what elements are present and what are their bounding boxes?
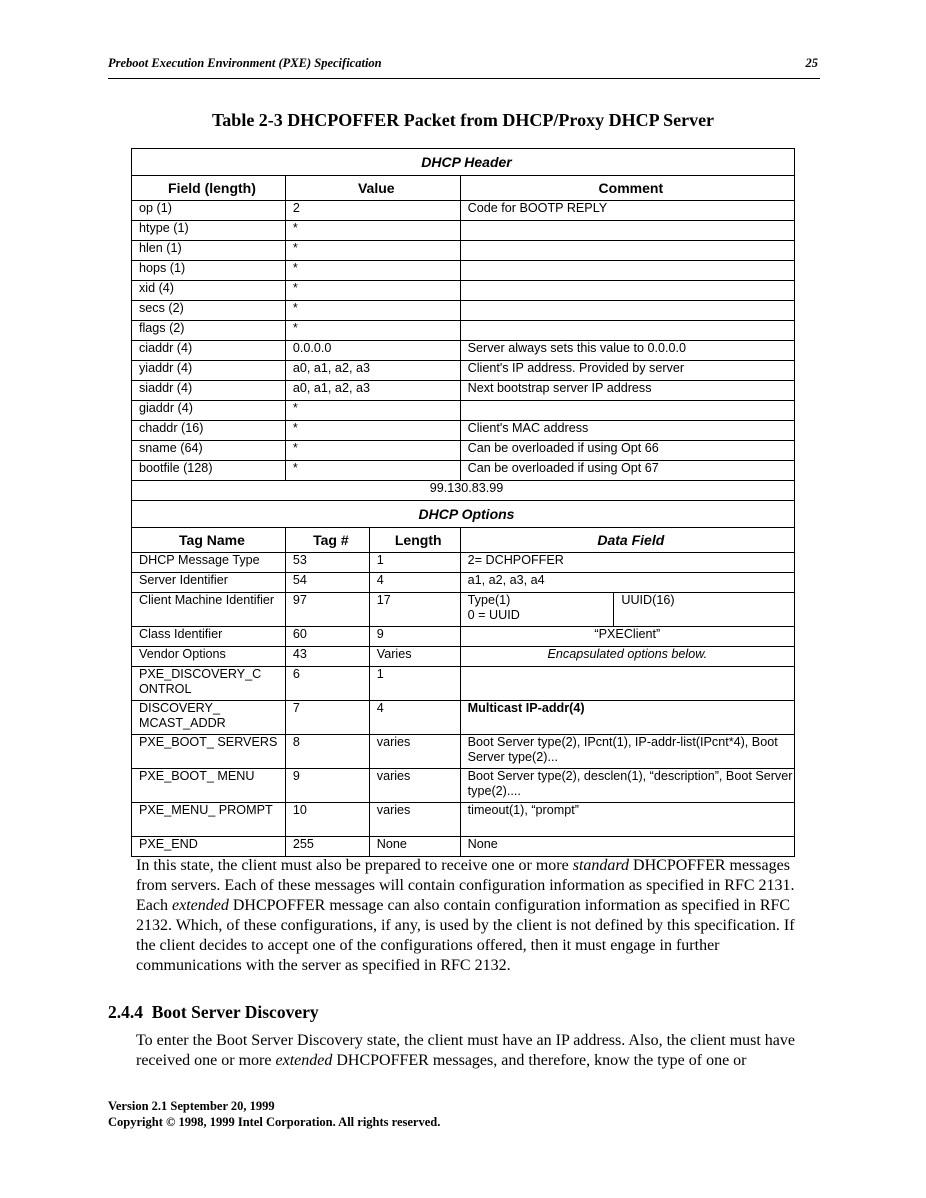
data-field: timeout(1), “prompt” xyxy=(460,803,794,837)
magic-cookie: 99.130.83.99 xyxy=(132,481,795,501)
table-cell: bootfile (128) xyxy=(132,461,286,481)
table-cell: htype (1) xyxy=(132,221,286,241)
table-cell: Code for BOOTP REPLY xyxy=(460,201,794,221)
table-cell: 0.0.0.0 xyxy=(285,341,460,361)
section-title-dhcp-header: DHCP Header xyxy=(132,149,795,176)
table-cell xyxy=(460,321,794,341)
table-cell xyxy=(460,401,794,421)
table-cell: varies xyxy=(369,803,460,837)
table-caption: Table 2-3 DHCPOFFER Packet from DHCP/Proxy DHCP Server xyxy=(211,110,715,130)
footer-copyright: Copyright © 1998, 1999 Intel Corporation. All rights reserved. xyxy=(108,1115,441,1129)
dhcpoffer-table xyxy=(131,148,795,857)
table-row xyxy=(132,553,795,573)
data-field: Boot Server type(2), desclen(1), “description”, Boot Server type(2).... xyxy=(460,769,794,803)
table-cell: * xyxy=(285,321,460,341)
column-header: Tag Name xyxy=(132,528,286,553)
table-cell: 2 xyxy=(285,201,460,221)
table-row xyxy=(132,461,795,481)
table-row xyxy=(132,361,795,381)
table-row xyxy=(132,735,795,769)
data-field: Multicast IP-addr(4) xyxy=(460,701,794,735)
table-cell: * xyxy=(285,301,460,321)
column-header: Value xyxy=(285,176,460,201)
table-row xyxy=(132,441,795,461)
table-cell: 17 xyxy=(369,593,460,627)
running-header xyxy=(108,56,820,79)
table-row xyxy=(132,803,795,837)
body-paragraph-1: In this state, the client must also be prepared to receive one or more standard DHCPOFFER messages from servers. Each of these messages will contain configuration information as specified in RFC 2131. Each extended DHCPOFFER message can also contain configuration information as specified in RFC 2132. Which, of these configurations, if any, is used by the client is not defined by this specification. If the client decides to accept one of the configurations offered, then it must engage in further communications with the server as specified in RFC 2132. xyxy=(136,857,795,974)
column-header: Length xyxy=(369,528,460,553)
table-row xyxy=(132,701,795,735)
table-row xyxy=(132,341,795,361)
table-cell: 4 xyxy=(369,573,460,593)
page-number: 25 xyxy=(805,56,818,70)
table-cell: * xyxy=(285,241,460,261)
table-cell: * xyxy=(285,261,460,281)
table-cell: PXE_BOOT_ MENU xyxy=(132,769,286,803)
table-cell: 53 xyxy=(285,553,369,573)
table-row xyxy=(132,381,795,401)
table-cell xyxy=(460,281,794,301)
footer-version: Version 2.1 September 20, 1999 xyxy=(108,1099,275,1113)
table-cell: Next bootstrap server IP address xyxy=(460,381,794,401)
table-cell: Server Identifier xyxy=(132,573,286,593)
table-row xyxy=(132,769,795,803)
table-cell: * xyxy=(285,281,460,301)
table-row xyxy=(132,401,795,421)
table-row xyxy=(132,241,795,261)
table-cell: yiaddr (4) xyxy=(132,361,286,381)
column-header: Field (length) xyxy=(132,176,286,201)
table-cell: flags (2) xyxy=(132,321,286,341)
table-cell: giaddr (4) xyxy=(132,401,286,421)
table-cell: Client's IP address. Provided by server xyxy=(460,361,794,381)
table-cell: 6 xyxy=(285,667,369,701)
table-cell: * xyxy=(285,421,460,441)
running-header-title: Preboot Execution Environment (PXE) Specification xyxy=(108,56,382,70)
table-section-header xyxy=(132,501,795,528)
data-field: Boot Server type(2), IPcnt(1), IP-addr-list(IPcnt*4), Boot Server type(2)... xyxy=(460,735,794,769)
table-cell xyxy=(460,301,794,321)
table-row xyxy=(132,421,795,441)
table-cell: 60 xyxy=(285,627,369,647)
table-cell: 54 xyxy=(285,573,369,593)
table-cell: secs (2) xyxy=(132,301,286,321)
table-cell: hops (1) xyxy=(132,261,286,281)
table-cell: Client Machine Identifier xyxy=(132,593,286,627)
data-field-type xyxy=(460,593,614,627)
table-cell: Can be overloaded if using Opt 67 xyxy=(460,461,794,481)
table-row xyxy=(132,281,795,301)
table-row xyxy=(132,837,795,857)
magic-cookie-row xyxy=(132,481,795,501)
table-cell: varies xyxy=(369,769,460,803)
table-cell: PXE_MENU_ PROMPT xyxy=(132,803,286,837)
table-cell: None xyxy=(369,837,460,857)
table-cell: Client's MAC address xyxy=(460,421,794,441)
table-cell: 1 xyxy=(369,667,460,701)
data-field: 2= DCHPOFFER xyxy=(460,553,794,573)
table-cell xyxy=(460,221,794,241)
column-header: Data Field xyxy=(460,528,794,553)
table-cell: 97 xyxy=(285,593,369,627)
body-paragraph-2: To enter the Boot Server Discovery state, the client must have an IP address. Also, the client must have received one or more extended DHCPOFFER messages, and therefore, know the type of one or xyxy=(136,1032,796,1069)
table-cell: 43 xyxy=(285,647,369,667)
table-cell: varies xyxy=(369,735,460,769)
table-row xyxy=(132,647,795,667)
table-cell: sname (64) xyxy=(132,441,286,461)
column-header: Comment xyxy=(460,176,794,201)
table-cell: 10 xyxy=(285,803,369,837)
table-cell: 4 xyxy=(369,701,460,735)
table-cell: Class Identifier xyxy=(132,627,286,647)
table-row xyxy=(132,573,795,593)
table-cell: chaddr (16) xyxy=(132,421,286,441)
table-row xyxy=(132,593,795,627)
table-cell: * xyxy=(285,461,460,481)
table-cell: Varies xyxy=(369,647,460,667)
table-cell: PXE_END xyxy=(132,837,286,857)
section-heading: 2.4.4 Boot Server Discovery xyxy=(108,1002,319,1022)
section-title-dhcp-options: DHCP Options xyxy=(132,501,795,528)
table-column-header-row xyxy=(132,176,795,201)
data-field-line: 0 = UUID xyxy=(467,608,520,622)
table-row xyxy=(132,201,795,221)
table-section-header xyxy=(132,149,795,176)
table-cell: PXE_BOOT_ SERVERS xyxy=(132,735,286,769)
data-field: Encapsulated options below. xyxy=(460,647,794,667)
table-row xyxy=(132,301,795,321)
data-field-line: Type(1) xyxy=(467,593,511,607)
column-header: Tag # xyxy=(285,528,369,553)
table-cell: a0, a1, a2, a3 xyxy=(285,381,460,401)
data-field-uuid: UUID(16) xyxy=(614,593,795,627)
table-cell: ciaddr (4) xyxy=(132,341,286,361)
table-cell: Vendor Options xyxy=(132,647,286,667)
table-cell: hlen (1) xyxy=(132,241,286,261)
table-cell: 9 xyxy=(285,769,369,803)
table-cell: DISCOVERY_ MCAST_ADDR xyxy=(132,701,286,735)
data-field: a1, a2, a3, a4 xyxy=(460,573,794,593)
table-cell: Can be overloaded if using Opt 66 xyxy=(460,441,794,461)
table-cell: xid (4) xyxy=(132,281,286,301)
table-row xyxy=(132,321,795,341)
table-cell: 1 xyxy=(369,553,460,573)
table-cell: 255 xyxy=(285,837,369,857)
table-row xyxy=(132,627,795,647)
table-cell: a0, a1, a2, a3 xyxy=(285,361,460,381)
table-cell: 9 xyxy=(369,627,460,647)
table-cell: * xyxy=(285,221,460,241)
table-cell: PXE_DISCOVERY_C ONTROL xyxy=(132,667,286,701)
table-cell: 8 xyxy=(285,735,369,769)
page-footer xyxy=(108,1098,440,1130)
table-cell: siaddr (4) xyxy=(132,381,286,401)
table-cell: Server always sets this value to 0.0.0.0 xyxy=(460,341,794,361)
table-cell: * xyxy=(285,401,460,421)
table-row xyxy=(132,667,795,701)
table-row xyxy=(132,221,795,241)
table-cell: 7 xyxy=(285,701,369,735)
table-column-header-row xyxy=(132,528,795,553)
table-cell: * xyxy=(285,441,460,461)
table-cell: op (1) xyxy=(132,201,286,221)
table-cell xyxy=(460,261,794,281)
data-field xyxy=(460,667,794,701)
table-cell: DHCP Message Type xyxy=(132,553,286,573)
table-row xyxy=(132,261,795,281)
table-cell xyxy=(460,241,794,261)
data-field: None xyxy=(460,837,794,857)
data-field: “PXEClient” xyxy=(460,627,794,647)
